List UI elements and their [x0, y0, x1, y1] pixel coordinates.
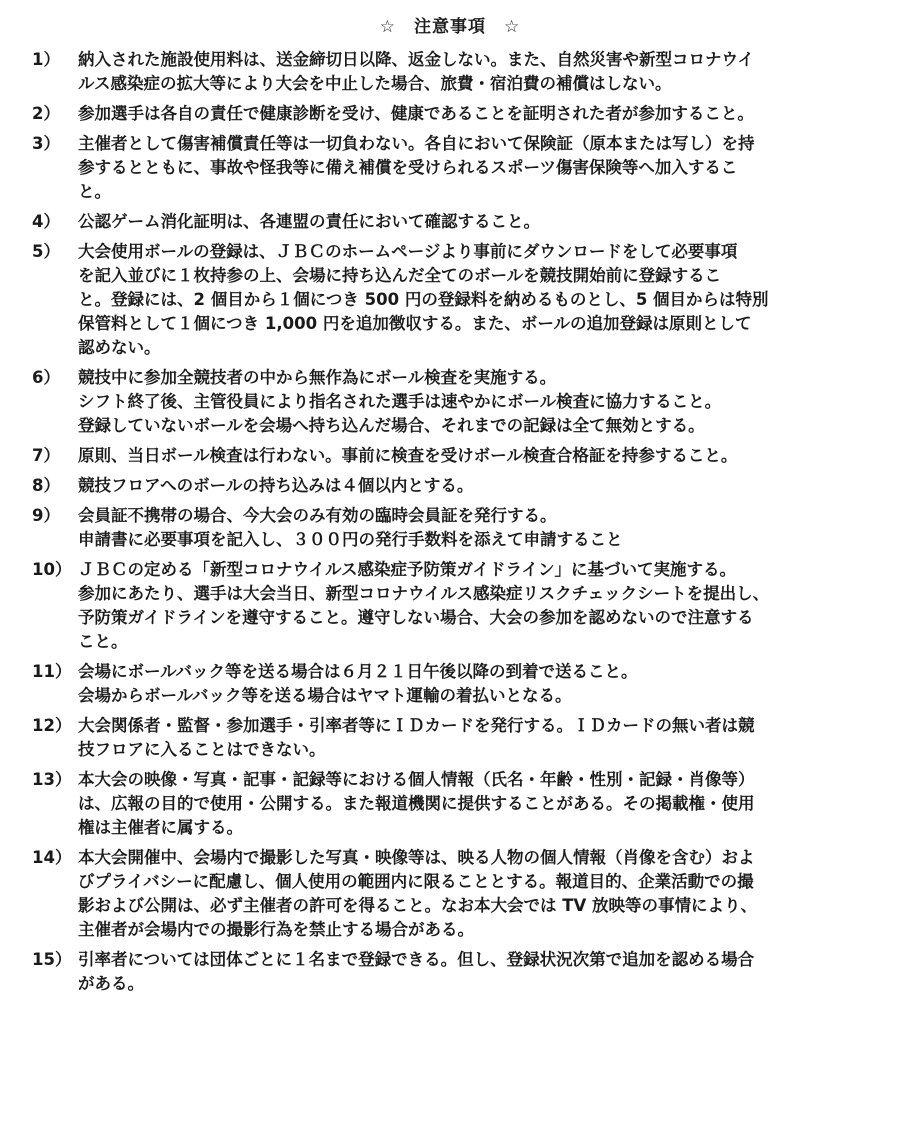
notice-item [32, 474, 852, 498]
notice-item-line: 本大会開催中、会場内で撮影した写真・映像等は、映る人物の個人情報（肖像を含む）およ [78, 848, 755, 867]
notice-item [32, 660, 852, 708]
notice-item-line: 大会関係者・監督・参加選手・引率者等にＩＤカードを発行する。ＩＤカードの無い者は競 [78, 716, 755, 735]
notice-item-number: 6） [32, 368, 60, 387]
notice-item [32, 240, 852, 360]
notice-item [32, 504, 852, 552]
notice-item-number: 12） [32, 716, 72, 735]
notice-item-text [78, 714, 852, 762]
notice-item-number: 3） [32, 134, 60, 153]
notice-item-line: 登録していないボールを会場へ持ち込んだ場合、それまでの記録は全て無効とする。 [78, 416, 705, 435]
notice-item-number: 4） [32, 212, 60, 231]
notice-item-number: 2） [32, 104, 60, 123]
notice-item-line: と。登録には、2 個目から１個につき 500 円の登録料を納めるものとし、5 個目からは特別 [78, 290, 769, 309]
notice-item-line: 会員証不携帯の場合、今大会のみ有効の臨時会員証を発行する。 [78, 506, 557, 525]
notice-item-text [78, 48, 852, 96]
notice-item-line: 納入された施設使用料は、送金締切日以降、返金しない。また、自然災害や新型コロナウイ [78, 50, 755, 69]
notice-item-line: 予防策ガイドラインを遵守すること。遵守しない場合、大会の参加を認めないので注意する [78, 608, 754, 627]
notice-item-text [78, 846, 852, 942]
notice-item [32, 102, 852, 126]
notice-item-number: 13） [32, 770, 72, 789]
notice-item-line: 公認ゲーム消化証明は、各連盟の責任において確認すること。 [78, 212, 540, 231]
notice-item-text [78, 102, 852, 126]
notice-item-line: 主催者として傷害補償責任等は一切負わない。各自において保険証（原本または写し）を持 [78, 134, 755, 153]
notice-item-line: 主催者が会場内での撮影行為を禁止する場合がある。 [78, 920, 474, 939]
notice-item-line: 原則、当日ボール検査は行わない。事前に検査を受けボール検査合格証を持参すること。 [78, 446, 738, 465]
notice-item-line: は、広報の目的で使用・公開する。また報道機関に提供することがある。その掲載権・使用 [78, 794, 755, 813]
notice-item-line: 申請書に必要事項を記入し、３００円の発行手数料を添えて申請すること [78, 530, 623, 549]
notice-item-text [78, 210, 852, 234]
notice-item [32, 132, 852, 204]
notice-item-text [78, 132, 852, 204]
notice-item-line: 参加選手は各自の責任で健康診断を受け、健康であることを証明された者が参加すること。 [78, 104, 754, 123]
notice-item [32, 48, 852, 96]
notice-item-line: こと。 [78, 632, 128, 651]
notice-item-line: 参加にあたり、選手は大会当日、新型コロナウイルス感染症リスクチェックシートを提出し、 [78, 584, 770, 603]
notice-item-line: 本大会の映像・写真・記事・記録等における個人情報（氏名・年齢・性別・記録・肖像等） [78, 770, 755, 789]
notice-item-line: 保管料として１個につき 1,000 円を追加徴収する。また、ボールの追加登録は原則として [78, 314, 752, 333]
notice-item-line: がある。 [78, 974, 144, 993]
notice-item [32, 714, 852, 762]
notice-item [32, 768, 852, 840]
notice-item-line: ルス感染症の拡大等により大会を中止した場合、旅費・宿泊費の補償はしない。 [78, 74, 672, 93]
notice-item-number: 15） [32, 950, 72, 969]
notice-item-line: 認めない。 [78, 338, 161, 357]
notice-item-line: 競技中に参加全競技者の中から無作為にボール検査を実施する。 [78, 368, 557, 387]
notice-item-text [78, 444, 852, 468]
notice-item [32, 846, 852, 942]
notice-item-line: 会場からボールバック等を送る場合はヤマト運輸の着払いとなる。 [78, 686, 572, 705]
notice-item-number: 9） [32, 506, 60, 525]
notice-item-number: 14） [32, 848, 72, 867]
notice-item-number: 11） [32, 662, 72, 681]
notice-item-line: と。 [78, 182, 111, 201]
notice-item-line: ＪＢＣの定める「新型コロナウイルス感染症予防策ガイドライン」に基づいて実施する。 [78, 560, 737, 579]
notice-item-number: 7） [32, 446, 60, 465]
notice-item-line: びプライバシーに配慮し、個人使用の範囲内に限ることとする。報道目的、企業活動での撮 [78, 872, 754, 891]
notice-item-text [78, 504, 852, 552]
item-spacer [32, 996, 852, 1002]
notice-item-line: 競技フロアへのボールの持ち込みは４個以内とする。 [78, 476, 474, 495]
document-title: ☆ 注意事項 ☆ [379, 17, 521, 37]
notice-item-line: 参するとともに、事故や怪我等に備え補償を受けられるスポーツ傷害保険等へ加入するこ [78, 158, 738, 177]
notice-item-text [78, 240, 852, 360]
notice-item-number: 8） [32, 476, 60, 495]
notice-item [32, 444, 852, 468]
notice-item [32, 210, 852, 234]
notice-item [32, 948, 852, 996]
notice-item-text [78, 558, 852, 654]
notice-item-text [78, 768, 852, 840]
notice-item-line: 会場にボールバック等を送る場合は６月２１日午後以降の到着で送ること。 [78, 662, 638, 681]
notice-item-line: 大会使用ボールの登録は、ＪＢＣのホームページより事前にダウンロードをして必要事項 [78, 242, 738, 261]
notice-item-number: 10） [32, 560, 72, 579]
notice-item-text [78, 948, 852, 996]
notice-item-line: シフト終了後、主管役員により指名された選手は速やかにボール検査に協力すること。 [78, 392, 722, 411]
notice-item-number: 5） [32, 242, 60, 261]
notice-item-text [78, 366, 852, 438]
notice-item-line: 引率者については団体ごとに１名まで登録できる。但し、登録状況次第で追加を認める場合 [78, 950, 755, 969]
notice-item-line: 権は主催者に属する。 [78, 818, 243, 837]
notice-item-text [78, 474, 852, 498]
notice-list [32, 48, 852, 1002]
notice-item-line: を記入並びに１枚持参の上、会場に持ち込んだ全てのボールを競技開始前に登録するこ [78, 266, 722, 285]
notice-item [32, 366, 852, 438]
notice-item-line: 影および公開は、必ず主催者の許可を得ること。なお本大会では TV 放映等の事情により、 [78, 896, 758, 915]
notice-item-text [78, 660, 852, 708]
notice-item-line: 技フロアに入ることはできない。 [78, 740, 326, 759]
notice-item [32, 558, 852, 654]
notice-item-number: 1） [32, 50, 60, 69]
